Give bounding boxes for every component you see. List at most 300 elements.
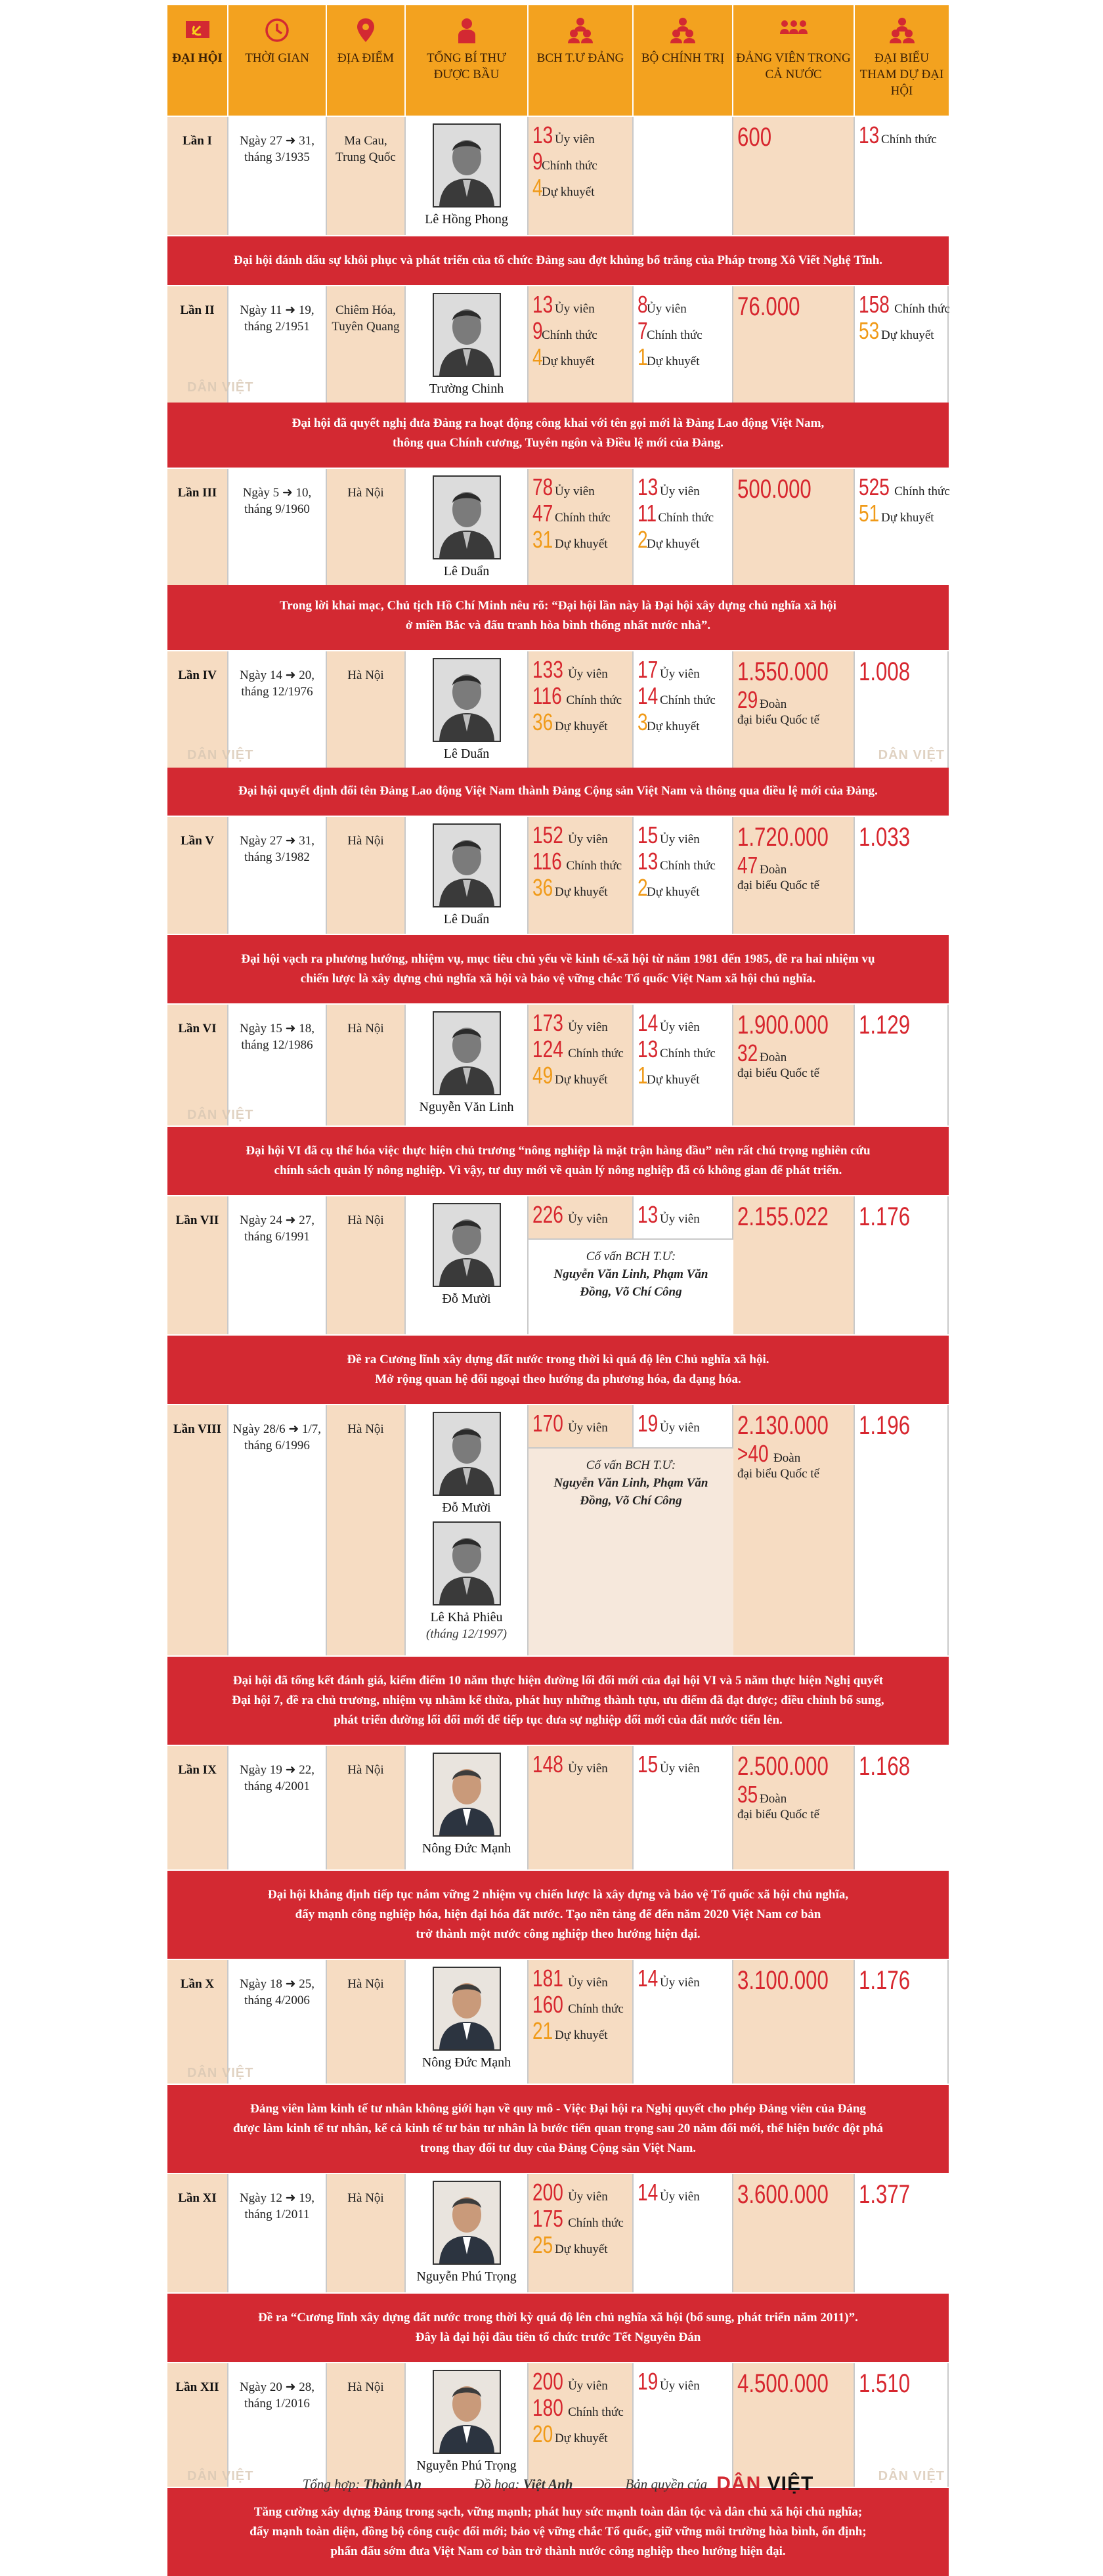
cc-official-label: Chính thức [566, 859, 622, 873]
intl-delegations-label: Đoàn [760, 1792, 787, 1806]
pb-official-value: 11 [638, 500, 657, 527]
cc-alternate [532, 527, 628, 553]
cc-official [532, 1992, 628, 2018]
cc-alternate-label: Dự khuyết [555, 1073, 608, 1087]
central-committee [529, 117, 634, 235]
intl-delegations-desc: đại biểu Quốc tế [737, 879, 820, 892]
cc-official [532, 2395, 628, 2421]
congress-row [167, 116, 949, 235]
general-secretary [406, 286, 529, 403]
summary-line: chiến lược là xây dựng chủ nghĩa xã hội và bảo vệ vững chắc Tổ quốc Việt Nam xã hội chủ nghĩa. [300, 972, 816, 986]
delegates-alternate-label: Dự khuyết [881, 328, 934, 342]
secretary-name: Đỗ Mười [442, 1500, 491, 1515]
summary-line: Đại hội đã tổng kết đánh giá, kiểm điểm 10 năm thực hiện đường lối đổi mới của đại hội VI và 5 năm thực hiện Nghị quyết [232, 1674, 884, 1688]
time-month: tháng 6/1996 [244, 1439, 310, 1452]
cc-official [532, 848, 628, 875]
general-secretary [406, 117, 529, 235]
time-days: Ngày 18 ➜ 25, [239, 1977, 315, 1991]
congress-number [167, 817, 228, 934]
pb-alternate [638, 875, 728, 901]
cc-official [532, 318, 628, 344]
pb-members [638, 1010, 728, 1036]
cc-alternate-label: Dự khuyết [555, 720, 608, 733]
group-icon [668, 16, 697, 45]
congress-number-text: Lần IV [178, 668, 217, 682]
summary-line: được làm kinh tế tư nhân, kể cả kinh tế tư bản tư nhân là bước tiến quan trọng sau 20 năm đổi mới, thể hiện bước đột phá [233, 2122, 883, 2135]
pb-members-label: Ủy viên [660, 833, 700, 846]
intl-delegations-value: >40 [737, 1440, 769, 1467]
delegates [855, 1405, 949, 1655]
cc-official-value: 160 [532, 1991, 563, 2018]
pb-members-label: Ủy viên [660, 485, 700, 498]
congress-time [228, 1405, 327, 1655]
pb-members [638, 2369, 728, 2395]
party-members [733, 469, 855, 585]
intl-delegations-label: Đoàn [760, 863, 787, 877]
delegates-value: 1.176 [859, 1966, 911, 1995]
cc-alternate [532, 2421, 628, 2447]
cc-official-label: Chính thức [568, 2405, 624, 2419]
central-committee [529, 1746, 634, 1869]
cc-members [532, 2369, 628, 2395]
congress-number-text: Lần VII [175, 1213, 219, 1227]
cc-official-label: Chính thức [542, 328, 597, 342]
cc-members-label: Ủy viên [555, 485, 595, 498]
party-members-value: 600 [737, 123, 772, 152]
summary-line: phát triển đường lối đổi mới để tiếp tục đưa sự nghiệp đổi mới của đất nước tiến lên. [334, 1713, 783, 1727]
intl-delegations-value: 29 [737, 686, 758, 713]
time-days: Ngày 28/6 ➜ 1/7, [232, 1422, 322, 1436]
party-members-value: 2.500.000 [737, 1752, 829, 1781]
header-dai-bieu: ĐẠI BIỂU THAM DỰ ĐẠI HỘI [855, 5, 949, 116]
party-members-value: 1.900.000 [737, 1011, 829, 1039]
secretary-name: Trường Chinh [429, 382, 504, 396]
delegates [855, 817, 949, 934]
cc-alternate [532, 2018, 628, 2044]
watermark-logo: DÂN VIỆT [187, 1108, 254, 1122]
pb-members-label: Ủy viên [660, 1421, 700, 1435]
delegates-value: 1.196 [859, 1411, 911, 1440]
congress-number [167, 1196, 228, 1334]
time-days: Ngày 27 ➜ 31, [239, 134, 315, 148]
general-secretary [406, 1960, 529, 2084]
summary-line: Đại hội VI đã cụ thể hóa việc thực hiện chủ trương “nông nghiệp là mặt trận hàng đầu” nên rất chú trọng nghiên cứu [246, 1144, 871, 1158]
cc-members [532, 1751, 628, 1778]
cc-official [532, 500, 628, 527]
cc-members-value: 13 [532, 121, 553, 148]
party-members [733, 651, 855, 768]
time-month: tháng 4/2001 [244, 1779, 310, 1793]
portrait-photo [433, 823, 501, 907]
summary-line: Đại hội vạch ra phương hướng, nhiệm vụ, mục tiêu chủ yếu về kinh tế-xã hội từ năm 1981 đến 1985, đề ra hai nhiệm vụ [241, 952, 875, 966]
cc-members [532, 822, 628, 848]
central-committee [529, 651, 634, 768]
party-members [733, 2174, 855, 2292]
cc-alternate [532, 2232, 628, 2258]
cc-members-label: Ủy viên [568, 1421, 608, 1435]
portrait-photo [433, 293, 501, 377]
congress-row [167, 1745, 949, 1869]
cc-alternate-value: 49 [532, 1062, 553, 1089]
pb-members-value: 15 [638, 821, 659, 848]
congress-time [228, 2174, 327, 2292]
place-text: Ma Cau, Trung Quốc [335, 134, 396, 164]
place-text: Hà Nội [347, 1977, 384, 1991]
cc-official-value: 9 [532, 148, 543, 175]
portrait-photo [433, 2370, 501, 2454]
congress-number-text: Lần II [180, 303, 215, 317]
delegates [855, 1196, 949, 1334]
politburo [634, 651, 733, 768]
delegates-official-value: 158 [859, 291, 890, 318]
cc-alternate-value: 4 [532, 174, 543, 201]
header-dai-hoi: ĐẠI HỘI [167, 5, 228, 116]
intl-delegations [737, 1441, 850, 1467]
intl-delegations-value: 32 [737, 1039, 758, 1066]
cc-alternate-value: 36 [532, 874, 553, 901]
cc-members-value: 133 [532, 656, 563, 683]
intl-delegations-label: Đoàn [773, 1451, 801, 1465]
header-bch: BCH T.Ư ĐẢNG [529, 5, 634, 116]
pb-members-value: 13 [638, 1201, 659, 1228]
place-text: Hà Nội [347, 1763, 384, 1777]
secretary-name: Nông Đức Mạnh [422, 1841, 511, 1856]
congress-summary-banner [167, 2084, 949, 2173]
cc-members-label: Ủy viên [555, 302, 595, 316]
infographic [167, 5, 949, 2576]
portrait-photo [433, 1412, 501, 1496]
congress-row [167, 1195, 949, 1334]
cc-members-value: 148 [532, 1751, 563, 1778]
delegates-alternate-value: 51 [859, 500, 880, 527]
cc-members-label: Ủy viên [568, 2379, 608, 2393]
flag-icon [183, 16, 212, 45]
cc-alternate-value: 21 [532, 2017, 553, 2044]
portrait-photo [433, 658, 501, 742]
pb-alternate-label: Dự khuyết [647, 885, 700, 899]
secretary-name: Lê Duẩn [443, 747, 490, 761]
intl-delegations-value: 35 [737, 1781, 758, 1808]
pb-members-label: Ủy viên [660, 667, 700, 681]
time-month: tháng 4/2006 [244, 1994, 310, 2007]
congress-number [167, 1746, 228, 1869]
place-text: Hà Nội [347, 668, 384, 682]
person-icon [452, 16, 481, 45]
delegates-official [859, 122, 945, 148]
congress-time [228, 117, 327, 235]
congress-row [167, 1003, 949, 1125]
advisors-names: Nguyễn Văn Linh, Phạm Văn Đồng, Võ Chí Công [553, 1476, 708, 1508]
time-days: Ngày 5 ➜ 10, [242, 486, 312, 500]
credit-graphics: Đồ họa: Việt Anh [474, 2476, 573, 2492]
summary-line: Đại hội quyết định đổi tên Đảng Lao động Việt Nam thành Đảng Cộng sản Việt Nam và thông qua điều lệ mới của Đảng. [238, 784, 878, 798]
politburo [634, 2174, 733, 2292]
congress-summary-banner [167, 1125, 949, 1195]
place-text: Hà Nội [347, 486, 384, 500]
watermark-logo: DÂN VIỆT [187, 380, 254, 395]
party-members-value: 2.155.022 [737, 1202, 829, 1231]
cc-official-label: Chính thức [555, 511, 611, 525]
congress-number-text: Lần XII [175, 2380, 219, 2394]
delegates-official [859, 473, 950, 500]
congress-number-text: Lần I [183, 134, 212, 148]
pb-official [638, 318, 728, 344]
pb-alternate-value: 1 [638, 343, 648, 370]
congress-place [327, 1005, 406, 1125]
crowd-icon [764, 16, 823, 45]
delegates [855, 1005, 949, 1125]
time-month: tháng 12/1976 [241, 685, 313, 699]
delegates-official-value: 525 [859, 473, 890, 500]
pb-official-value: 13 [638, 848, 659, 875]
table-header [167, 5, 949, 116]
pb-members-label: Ủy viên [660, 1976, 700, 1990]
central-committee [529, 1960, 634, 2084]
header-thoi-gian: THỜI GIAN [228, 5, 327, 116]
pb-members [638, 1410, 728, 1437]
summary-line: Đại hội 7, đề ra chủ trương, nhiệm vụ nhằm kế thừa, phát huy những thành tựu, ưu điểm đã đạt được; điều chỉnh bổ sung, [232, 1693, 884, 1707]
congress-number [167, 2174, 228, 2292]
congress-time [228, 1196, 327, 1334]
pb-alternate-value: 3 [638, 709, 648, 735]
cc-alternate-label: Dự khuyết [542, 185, 595, 199]
cc-official-label: Chính thức [566, 693, 622, 707]
congress-place [327, 1405, 406, 1655]
cc-alternate [532, 344, 628, 370]
congress-number [167, 1405, 228, 1655]
congress-time [228, 817, 327, 934]
congress-number-text: Lần V [181, 834, 214, 848]
general-secretary [406, 1005, 529, 1125]
pb-members-value: 8 [638, 291, 648, 318]
summary-line: Đại hội đã quyết nghị đưa Đảng ra hoạt động công khai với tên gọi mới là Đảng Lao động Việt Nam, [292, 416, 825, 430]
advisors-label: Cố vấn BCH T.Ư: [586, 1250, 676, 1263]
secretary-name: Lê Duẩn [443, 912, 490, 927]
summary-line: Đảng viên làm kinh tế tư nhân không giới hạn về quy mô - Việc Đại hội ra Nghị quyết cho phép Đảng viên của Đảng [250, 2102, 866, 2116]
delegates-official-value: 13 [859, 121, 880, 148]
party-members-value: 2.130.000 [737, 1411, 829, 1440]
portrait-photo [433, 475, 501, 559]
cc-official-label: Chính thức [568, 1047, 624, 1060]
congress-number [167, 1960, 228, 2084]
portrait-photo [433, 1203, 501, 1287]
congress-number-text: Lần IX [178, 1763, 217, 1777]
congress-place [327, 1960, 406, 2084]
congress-summary-banner [167, 580, 949, 650]
place-text: Hà Nội [347, 1022, 384, 1036]
pb-members-label: Ủy viên [660, 2379, 700, 2393]
party-members-value: 500.000 [737, 475, 811, 504]
party-members-value: 76.000 [737, 292, 800, 321]
cc-members [532, 1010, 628, 1036]
delegates-value: 1.033 [859, 823, 911, 852]
summary-line: Đây là đại hội đầu tiên tổ chức trước Tết Nguyên Đán [415, 2330, 701, 2344]
pb-members-value: 19 [638, 2368, 659, 2395]
intl-delegations [737, 1781, 850, 1808]
place-text: Hà Nội [347, 2380, 384, 2394]
politburo [634, 1005, 733, 1125]
pb-official-value: 14 [638, 682, 659, 709]
intl-delegations-desc: đại biểu Quốc tế [737, 713, 820, 727]
congress-place [327, 117, 406, 235]
party-members-value: 1.720.000 [737, 823, 829, 852]
party-members [733, 1005, 855, 1125]
congress-row [167, 468, 949, 580]
pb-alternate-label: Dự khuyết [647, 720, 700, 733]
pb-members [638, 657, 728, 683]
congress-number-text: Lần XI [178, 2191, 217, 2205]
pb-members-value: 13 [638, 473, 659, 500]
cc-alternate-value: 25 [532, 2231, 553, 2258]
advisors-box [529, 1238, 733, 1334]
congress-place [327, 1746, 406, 1869]
congress-number-text: Lần VI [178, 1022, 217, 1036]
pb-alternate [638, 709, 728, 735]
cc-official [532, 148, 628, 175]
credits-footer [167, 2468, 949, 2500]
intl-delegations [737, 687, 850, 713]
summary-line: thông qua Chính cương, Tuyên ngôn và Điều lệ mới của Đảng. [393, 436, 724, 450]
pb-members [638, 1965, 728, 1992]
cc-members-label: Ủy viên [568, 1976, 608, 1990]
pb-members [638, 1202, 728, 1228]
party-members [733, 286, 855, 403]
cc-members-label: Ủy viên [568, 1020, 608, 1034]
congress-row [167, 816, 949, 934]
portrait-photo [433, 1753, 501, 1837]
cc-official-label: Chính thức [542, 159, 597, 173]
summary-line: Đại hội đánh dấu sự khôi phục và phát triển của tổ chức Đảng sau đợt khủng bố trắng của Pháp trong Xô Viết Nghệ Tĩnh. [233, 253, 883, 267]
pb-alternate [638, 1062, 728, 1089]
pb-members-value: 14 [638, 2179, 659, 2206]
pb-members-value: 14 [638, 1009, 659, 1036]
congress-summary-banner [167, 766, 949, 816]
delegates-value: 1.168 [859, 1752, 911, 1781]
congress-place [327, 1196, 406, 1334]
portrait-photo [433, 123, 501, 207]
cc-alternate [532, 1062, 628, 1089]
summary-line: Đề ra “Cương lĩnh xây dựng đất nước trong thời kỳ quá độ lên chủ nghĩa xã hội (bổ sung, phát triển năm 2011)”. [258, 2311, 858, 2325]
politburo [634, 1746, 733, 1869]
pb-alternate-value: 1 [638, 1062, 648, 1089]
pb-alternate-label: Dự khuyết [647, 355, 700, 368]
pb-official-label: Chính thức [660, 1047, 716, 1060]
pb-members [638, 292, 728, 318]
delegates-alternate-label: Dự khuyết [881, 511, 934, 525]
congress-summary-banner [167, 1869, 949, 1959]
portrait-photo [433, 1011, 501, 1095]
congress-number-text: Lần III [177, 486, 217, 500]
politburo [634, 286, 733, 403]
pb-members-value: 14 [638, 1965, 659, 1992]
cc-members-label: Ủy viên [568, 833, 608, 846]
party-members [733, 117, 855, 235]
general-secretary [406, 1405, 529, 1655]
delegates-official-label: Chính thức [894, 485, 950, 498]
pb-members [638, 2179, 728, 2206]
time-days: Ngày 24 ➜ 27, [239, 1213, 315, 1227]
general-secretary [406, 469, 529, 585]
cc-members-value: 13 [532, 291, 553, 318]
congress-place [327, 651, 406, 768]
group-icon [566, 16, 595, 45]
party-members [733, 817, 855, 934]
danviet-logo: DÂN VIỆT [716, 2473, 814, 2495]
time-month: tháng 6/1991 [244, 1230, 310, 1244]
party-members-value: 3.600.000 [737, 2180, 829, 2209]
watermark-logo: DÂN VIỆT [187, 2469, 254, 2483]
credit-compiled: Tổng hợp: Thành An [302, 2476, 422, 2492]
header-dang-vien: ĐẢNG VIÊN TRONG CẢ NƯỚC [733, 5, 855, 116]
summary-line: đẩy mạnh công nghiệp hóa, hiện đại hóa đất nước. Tạo nền tảng để đến năm 2020 Việt Nam cơ bản [295, 1908, 821, 1921]
portrait-photo [433, 1967, 501, 2051]
place-text: Chiêm Hóa, Tuyên Quang [332, 303, 400, 334]
party-members-value: 3.100.000 [737, 1966, 829, 1995]
pb-members-label: Ủy viên [647, 302, 687, 316]
time-days: Ngày 20 ➜ 28, [239, 2380, 315, 2394]
cc-members-value: 226 [532, 1201, 563, 1228]
congress-number [167, 117, 228, 235]
cc-official-value: 47 [532, 500, 553, 527]
cc-official [532, 2206, 628, 2232]
time-days: Ngày 14 ➜ 20, [239, 668, 315, 682]
place-text: Hà Nội [347, 1422, 384, 1436]
congress-number-text: Lần VIII [173, 1422, 222, 1436]
location-pin-icon [351, 16, 380, 45]
delegates-alternate [859, 500, 945, 527]
politburo [634, 469, 733, 585]
cc-members [532, 122, 628, 148]
summary-line: Tăng cường xây dựng Đảng trong sạch, vững mạnh; phát huy sức mạnh toàn dân tộc và dân chủ xã hội chủ nghĩa; [253, 2505, 863, 2519]
advisors-label: Cố vấn BCH T.Ư: [586, 1458, 676, 1472]
pb-members-value: 19 [638, 1410, 659, 1437]
cc-members-label: Ủy viên [555, 133, 595, 146]
intl-delegations-value: 47 [737, 852, 758, 879]
delegates-value: 1.008 [859, 657, 911, 686]
cc-members [532, 2179, 628, 2206]
time-days: Ngày 11 ➜ 19, [240, 303, 314, 317]
congress-summary-banner [167, 2292, 949, 2362]
advisors-names: Nguyễn Văn Linh, Phạm Văn Đồng, Võ Chí Công [553, 1267, 708, 1299]
pb-members-label: Ủy viên [660, 2190, 700, 2204]
summary-line: đẩy mạnh toàn diện, đồng bộ công cuộc đổi mới; bảo vệ vững chắc Tổ quốc, giữ vững môi trường hòa bình, ổn định; [249, 2525, 867, 2539]
cc-alternate-label: Dự khuyết [542, 355, 595, 368]
politburo [634, 117, 733, 235]
place-text: Hà Nội [347, 834, 384, 848]
delegates [855, 117, 949, 235]
general-secretary [406, 817, 529, 934]
congress-summary-banner [167, 235, 949, 285]
general-secretary [406, 1746, 529, 1869]
cc-alternate-value: 31 [532, 526, 553, 553]
party-members-value: 4.500.000 [737, 2369, 829, 2398]
cc-official-label: Chính thức [568, 2216, 624, 2230]
delegates [855, 286, 949, 403]
congress-number [167, 469, 228, 585]
cc-members-value: 152 [532, 821, 563, 848]
central-committee [529, 286, 634, 403]
pb-members [638, 1751, 728, 1778]
intl-delegations-desc: đại biểu Quốc tế [737, 1808, 820, 1822]
cc-official-label: Chính thức [568, 2002, 624, 2016]
pb-alternate-label: Dự khuyết [647, 1073, 700, 1087]
cc-alternate-label: Dự khuyết [555, 2432, 608, 2445]
secretary-name: Lê Khả Phiêu [430, 1610, 503, 1625]
pb-official-value: 7 [638, 317, 648, 344]
cc-alternate [532, 175, 628, 201]
cc-official-value: 124 [532, 1036, 563, 1062]
watermark-logo: DÂN VIỆT [878, 2469, 945, 2483]
